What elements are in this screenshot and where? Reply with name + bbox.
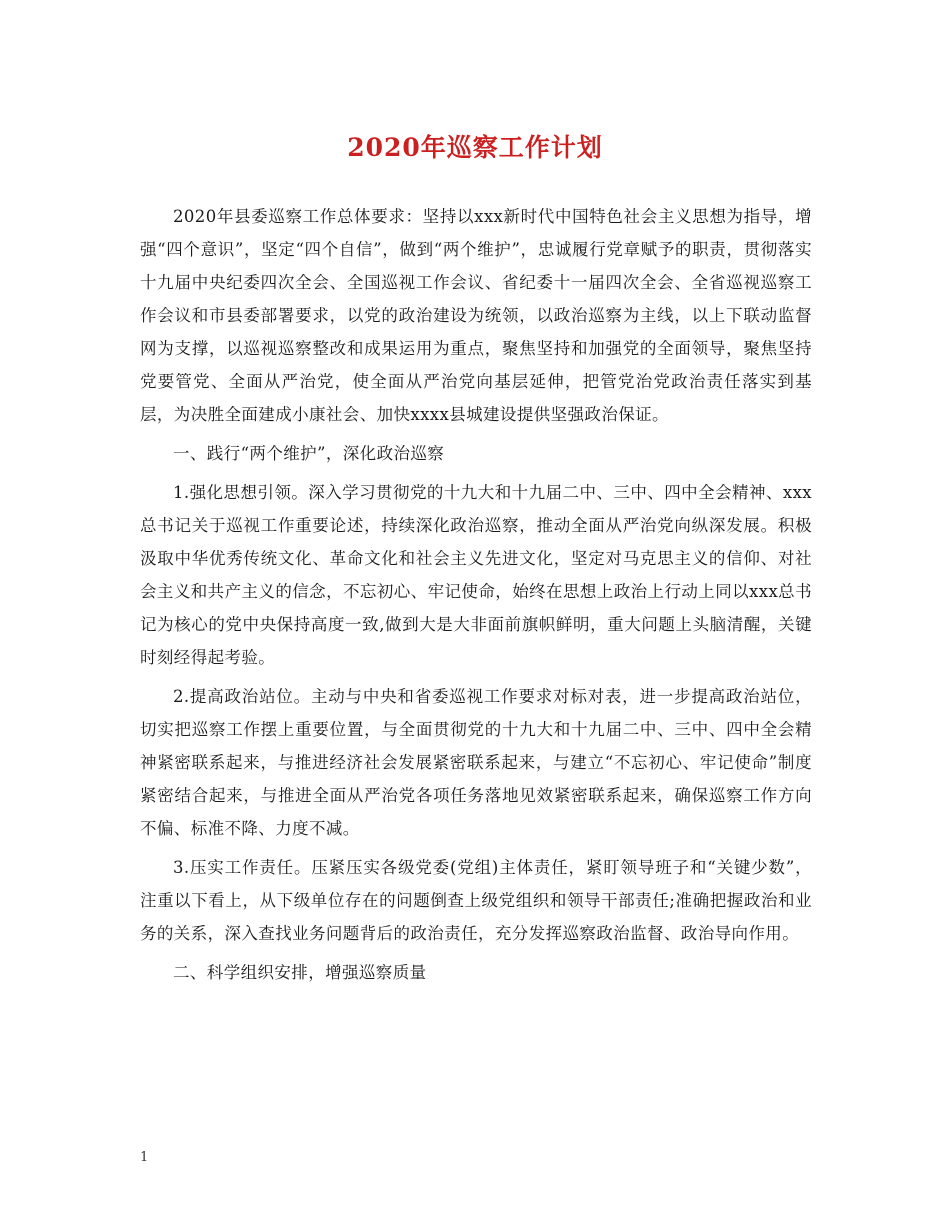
page-number: 1 <box>140 1150 149 1165</box>
paragraph-2: 2.提高政治站位。主动与中央和省委巡视工作要求对标对表，进一步提高政治站位，切实把巡察工作摆上重要位置，与全面贯彻党的十九大和十九届二中、三中、四中全会精神紧密联系起来，与推进经济社会发展紧密联系起来，与建立“不忘初心、牢记使命”制度紧密结合起来，与推进全面从严治党各项任务落地见效紧密联系起来，确保巡察工作方向不偏、标准不降、力度不减。 <box>140 687 812 838</box>
document-body <box>140 200 812 989</box>
section-heading-1: 一、践行“两个维护”，深化政治巡察 <box>173 444 445 463</box>
paragraph-1: 1.强化思想引领。深入学习贯彻党的十九大和十九届二中、三中、四中全会精神、xxx总书记关于巡视工作重要论述，持续深化政治巡察，推动全面从严治党向纵深发展。积极汲取中华优秀传统文化、革命文化和社会主义先进文化，坚定对马克思主义的信仰、对社会主义和共产主义的信念，不忘初心、牢记使命，始终在思想上政治上行动上同以xxx总书记为核心的党中央保持高度一致,做到大是大非面前旗帜鲜明，重大问题上头脑清醒，关键时刻经得起考验。 <box>140 483 812 667</box>
document-title: 2020年巡察工作计划 <box>347 133 603 162</box>
section-heading-2: 二、科学组织安排，增强巡察质量 <box>173 963 427 982</box>
paragraph-3: 3.压实工作责任。压紧压实各级党委(党组)主体责任，紧盯领导班子和“关键少数”，注重以下看上，从下级单位存在的问题倒查上级党组织和领导干部责任;准确把握政治和业务的关系，深入查找业务问题背后的政治责任，充分发挥巡察政治监督、政治导向作用。 <box>140 858 812 943</box>
intro-paragraph: 2020年县委巡察工作总体要求：坚持以xxx新时代中国特色社会主义思想为指导，增强“四个意识”，坚定“四个自信”，做到“两个维护”，忠诚履行党章赋予的职责，贯彻落实十九届中央纪委四次全会、全国巡视工作会议、省纪委十一届四次全会、全省巡视巡察工作会议和市县委部署要求，以党的政治建设为统领，以政治巡察为主线，以上下联动监督网为支撑，以巡视巡察整改和成果运用为重点，聚焦坚持和加强党的全面领导，聚焦坚持党要管党、全面从严治党，使全面从严治党向基层延伸，把管党治党政治责任落实到基层，为决胜全面建成小康社会、加快xxxx县城建设提供坚强政治保证。 <box>140 207 812 424</box>
